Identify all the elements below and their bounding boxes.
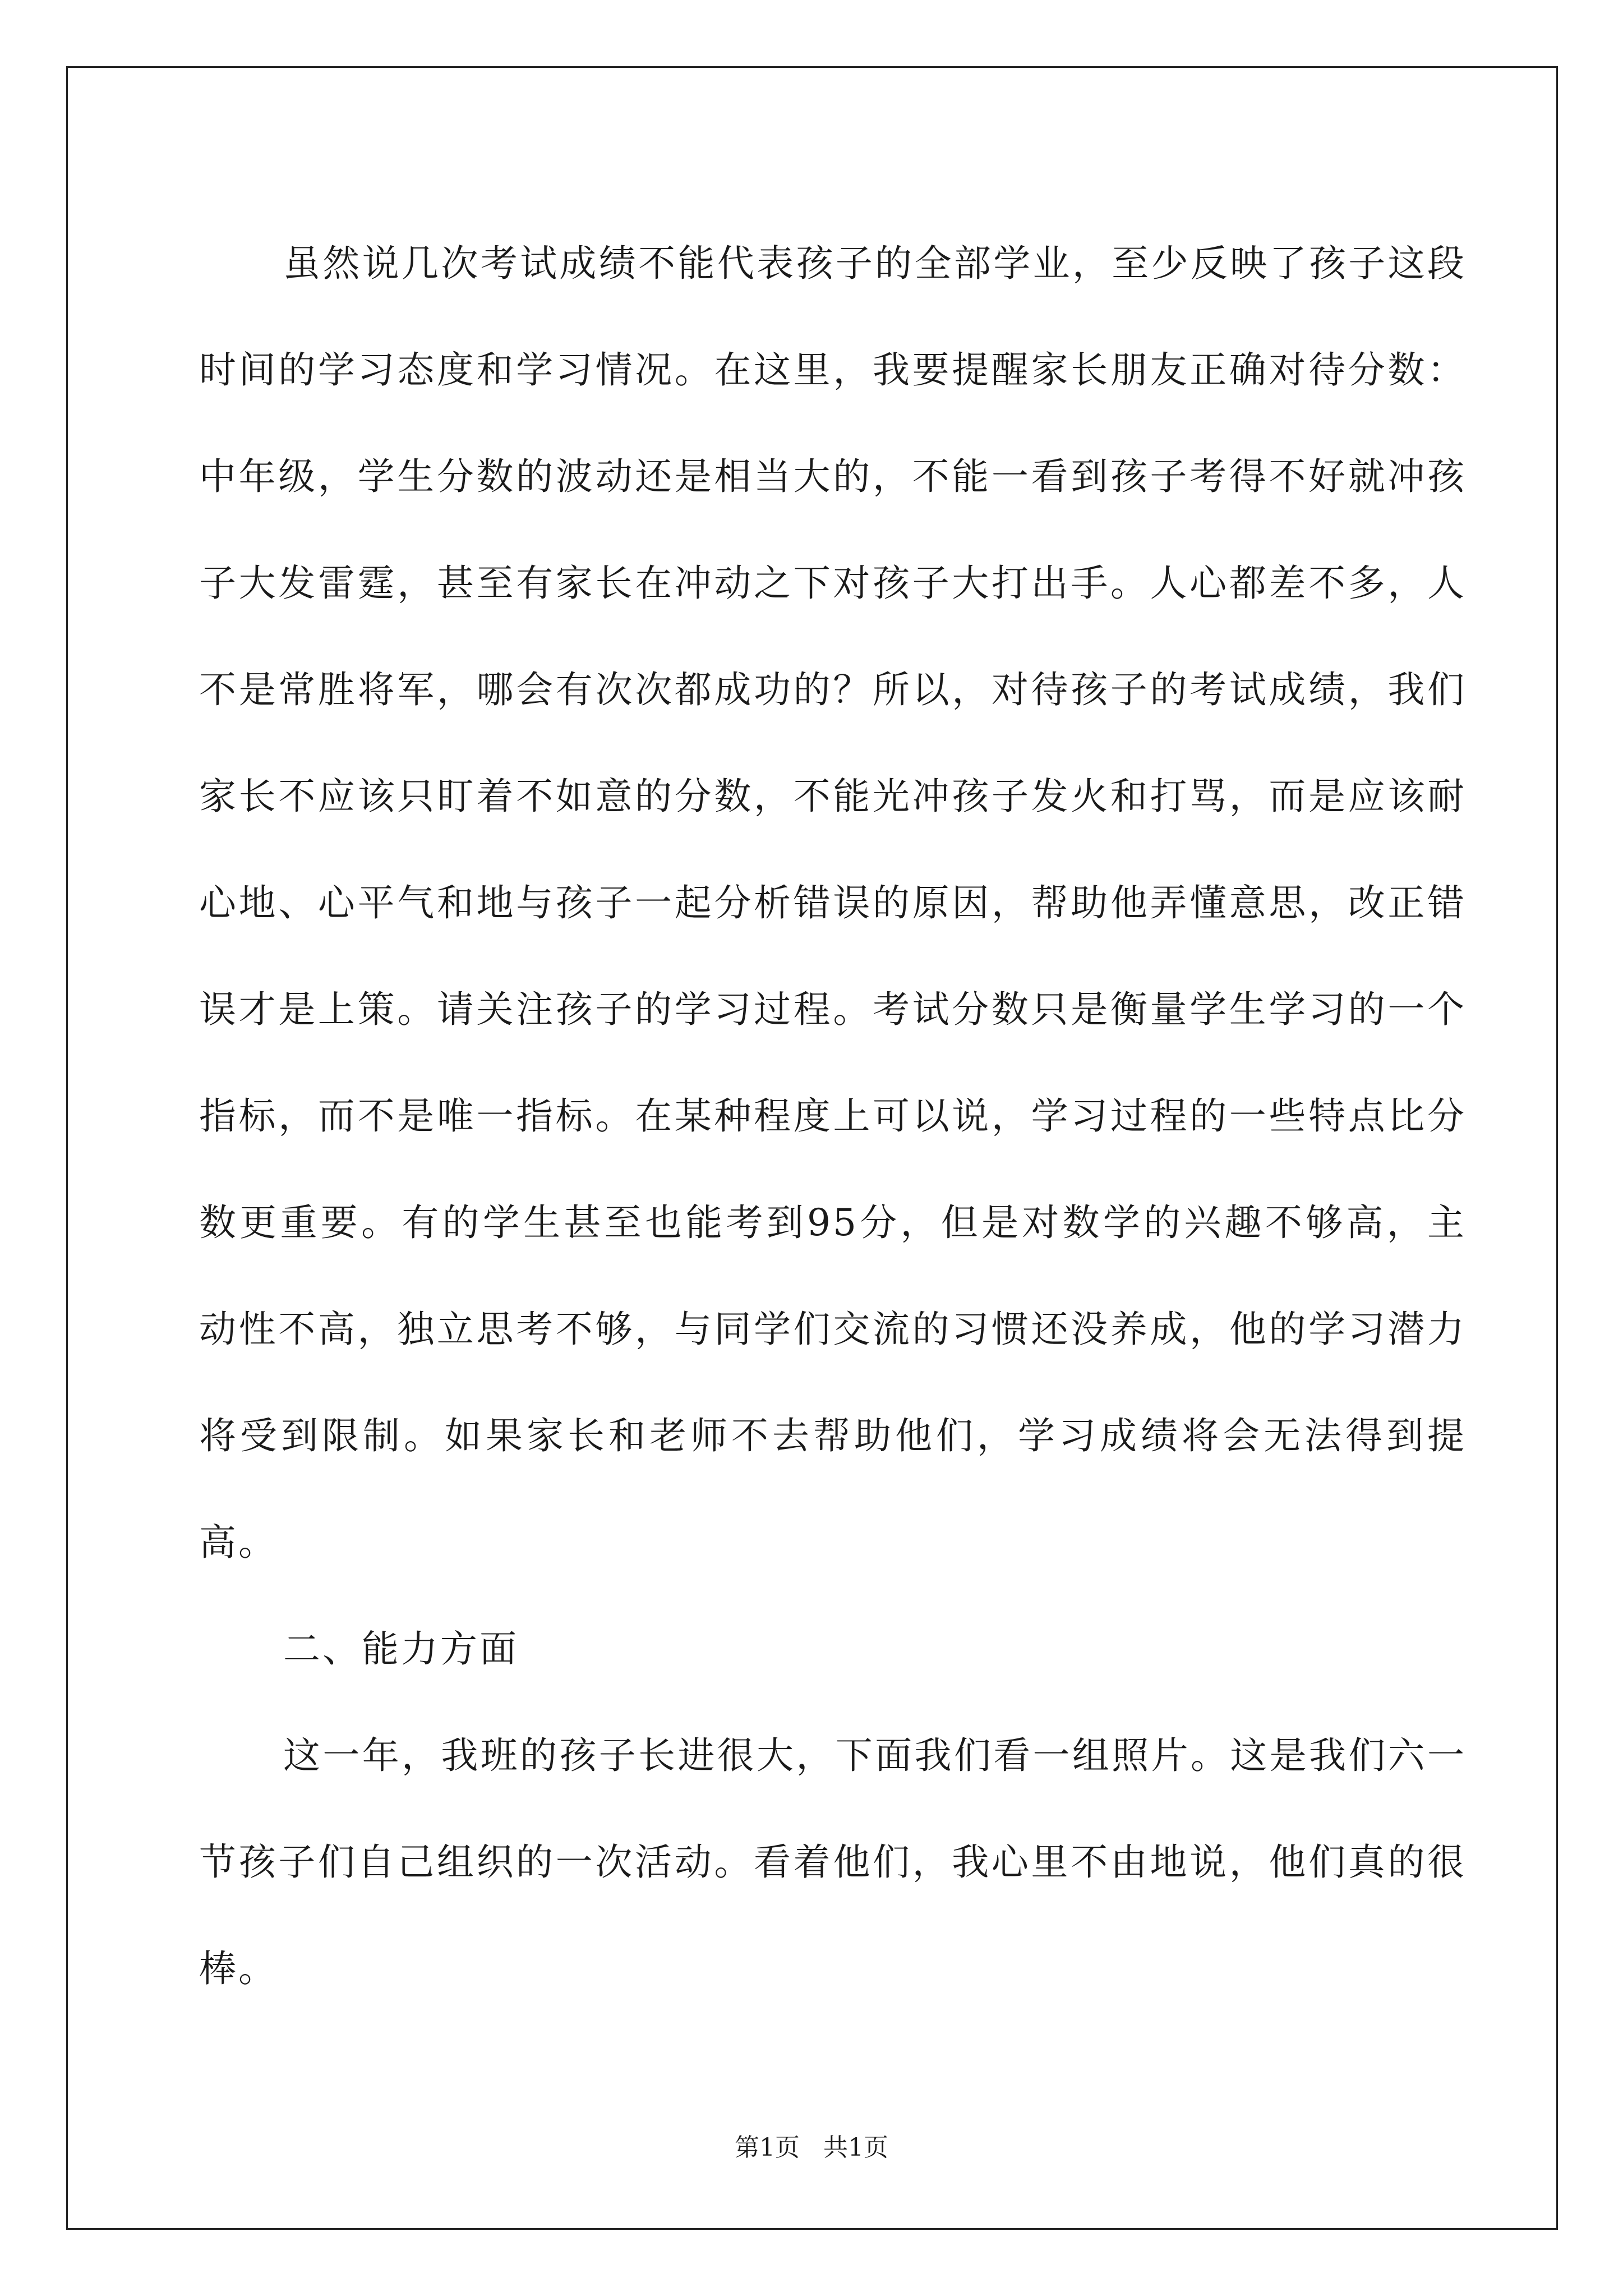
document-body [199, 210, 1467, 2022]
body-paragraph: 虽然说几次考试成绩不能代表孩子的全部学业，至少反映了孩子这段时间的学习态度和学习情况。在这里，我要提醒家长朋友正确对待分数：中年级，学生分数的波动还是相当大的，不能一看到孩子考得不好就冲孩子大发雷霆，甚至有家长在冲动之下对孩子大打出手。人心都差不多，人不是常胜将军，哪会有次次都成功的？所以，对待孩子的考试成绩，我们家长不应该只盯着不如意的分数，不能光冲孩子发火和打骂，而是应该耐心地、心平气和地与孩子一起分析错误的原因，帮助他弄懂意思，改正错误才是上策。请关注孩子的学习过程。考试分数只是衡量学生学习的一个指标，而不是唯一指标。在某种程度上可以说，学习过程的一些特点比分数更重要。有的学生甚至也能考到95分，但是对数学的兴趣不够高，主动性不高，独立思考不够，与同学们交流的习惯还没养成，他的学习潜力将受到限制。如果家长和老师不去帮助他们，学习成绩将会无法得到提高。 [199, 242, 1467, 1564]
section-heading: 二、能力方面 [283, 1627, 519, 1671]
closing-paragraph: 这一年，我班的孩子长进很大，下面我们看一组照片。这是我们六一节孩子们自己组织的一次活动。看着他们，我心里不由地说，他们真的很棒。 [199, 1734, 1467, 1990]
page-footer: 第1页 共1页 [735, 2133, 888, 2162]
